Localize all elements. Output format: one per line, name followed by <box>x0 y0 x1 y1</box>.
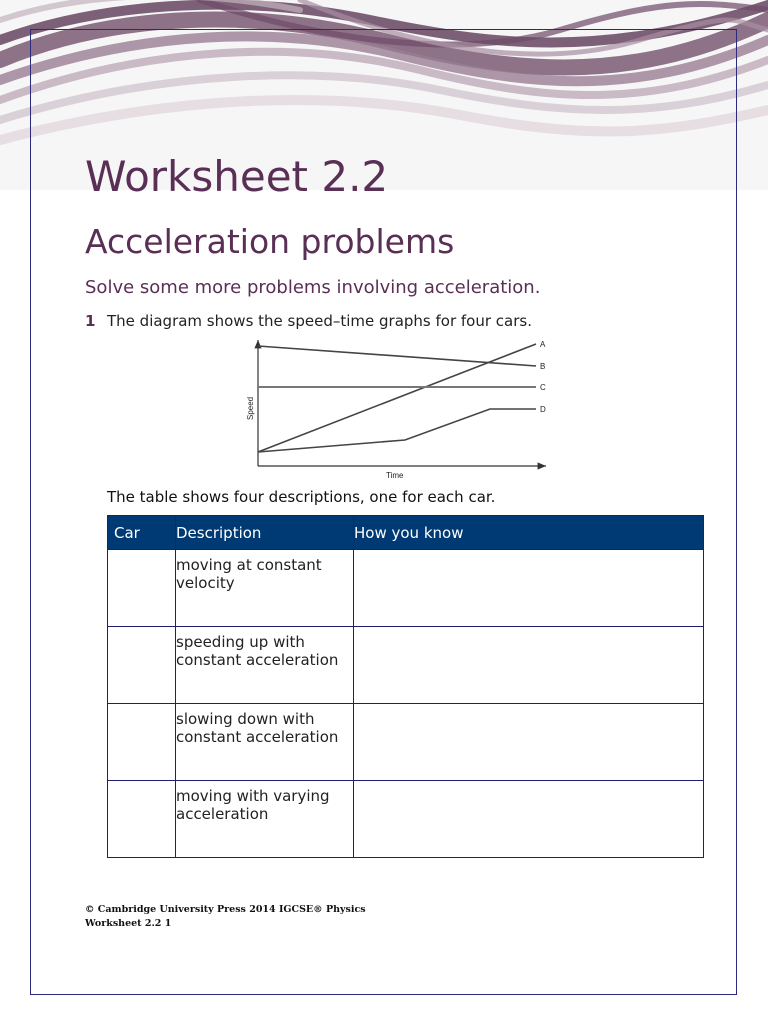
how-you-know-cell[interactable] <box>354 781 704 858</box>
header-description: Description <box>176 516 354 550</box>
x-axis-label: Time <box>386 471 404 480</box>
table-row <box>108 627 704 704</box>
question-text: The diagram shows the speed–time graphs for four cars. <box>107 312 532 330</box>
question-number: 1 <box>85 312 96 330</box>
table-row <box>108 550 704 627</box>
car-cell[interactable] <box>108 781 176 858</box>
footer-page-info: Worksheet 2.2 1 <box>85 918 172 929</box>
y-axis-label: Speed <box>246 396 255 420</box>
line-a <box>258 344 536 452</box>
line-d <box>258 409 536 452</box>
line-label-b: B <box>540 362 546 371</box>
speed-time-graph <box>240 336 560 482</box>
how-you-know-cell[interactable] <box>354 627 704 704</box>
description-cell: speeding up with constant acceleration <box>176 627 354 704</box>
line-label-a: A <box>540 340 546 349</box>
page-title: Worksheet 2.2 <box>85 152 389 201</box>
footer-copyright: © Cambridge University Press 2014 IGCSE® Physics <box>85 904 366 915</box>
how-you-know-cell[interactable] <box>354 550 704 627</box>
table-header-row <box>108 516 704 550</box>
table-intro: The table shows four descriptions, one for each car. <box>107 488 496 506</box>
descriptions-table <box>107 515 704 858</box>
line-b <box>258 346 536 366</box>
car-cell[interactable] <box>108 550 176 627</box>
description-cell: slowing down with constant acceleration <box>176 704 354 781</box>
table-row <box>108 781 704 858</box>
table-row <box>108 704 704 781</box>
page-subtitle: Acceleration problems <box>85 222 455 261</box>
line-label-d: D <box>540 405 546 414</box>
car-cell[interactable] <box>108 704 176 781</box>
header-how-you-know: How you know <box>354 516 704 550</box>
description-cell: moving at constant velocity <box>176 550 354 627</box>
header-car: Car <box>108 516 176 550</box>
line-label-c: C <box>540 383 546 392</box>
description-cell: moving with varying acceleration <box>176 781 354 858</box>
car-cell[interactable] <box>108 627 176 704</box>
how-you-know-cell[interactable] <box>354 704 704 781</box>
intro-text: Solve some more problems involving acceleration. <box>85 277 541 298</box>
